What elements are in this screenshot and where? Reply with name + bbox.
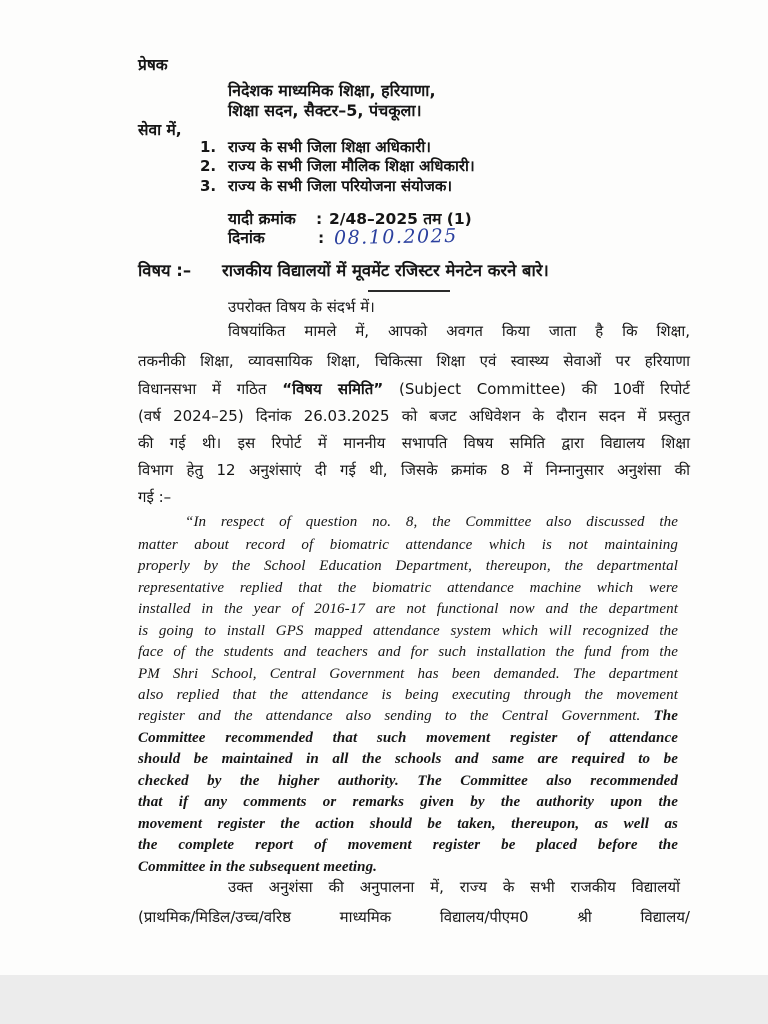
body-text: (Subject Committee) की 10वीं रिपोर्ट	[399, 380, 690, 398]
quote-emphasis-line: Committee in the subsequent meeting.	[138, 859, 378, 875]
handwritten-date	[334, 225, 458, 250]
quote-line: is going to install GPS mapped attendance system which will recognized the	[138, 623, 678, 639]
quote-line	[138, 706, 678, 726]
quote-emphasis-line: movement register the action should be taken, thereupon, as well as	[138, 816, 678, 832]
quote-line: “In respect of question no. 8, the Committee also discussed the	[185, 514, 678, 530]
date-value: 08.10.2025	[333, 224, 458, 250]
quote-line: representative replied that the biomatric attendance machine which were	[138, 580, 678, 596]
ref-separator: :	[316, 210, 323, 228]
quote-emphasis: The	[653, 708, 679, 724]
quote-line: also replied that the attendance is being executing through the movement	[138, 687, 678, 703]
sender-line: निदेशक माध्यमिक शिक्षा, हरियाणा,	[228, 81, 436, 100]
ref-label: यादी क्रमांक	[228, 210, 296, 228]
subject-label: विषय :–	[138, 261, 192, 280]
quote-emphasis-line: checked by the higher authority. The Committee also recommended	[138, 773, 678, 789]
sender-line: शिक्षा सदन, सैक्टर–5, पंचकूला।	[228, 101, 422, 120]
body-text: विधानसभा में गठित	[138, 380, 267, 398]
body-line: उक्त अनुशंसा की अनुपालना में, राज्य के सभी राजकीय विद्यालयों	[228, 878, 680, 896]
recipient-number: 1.	[200, 138, 217, 156]
body-line: (वर्ष 2024–25) दिनांक 26.03.2025 को बजट अधिवेशन के दौरान सदन में प्रस्तुत	[138, 407, 690, 425]
body-line: की गई थी। इस रिपोर्ट में माननीय सभापति विषय समिति द्वारा विद्यालय शिक्षा	[138, 434, 690, 452]
ref-number: 2/48–2025 तम (1)	[329, 210, 472, 228]
sender-label: प्रेषक	[138, 56, 168, 74]
quote-emphasis-line: should be maintained in all the schools and same are required to be	[138, 751, 678, 767]
body-line	[138, 378, 690, 400]
recipient-item	[0, 155, 768, 177]
quote-line: PM Shri School, Central Government has been demanded. The department	[138, 666, 678, 682]
recipient-text: राज्य के सभी जिला मौलिक शिक्षा अधिकारी।	[228, 157, 475, 175]
quote-line: installed in the year of 2016-17 are not functional now and the department	[138, 601, 678, 617]
reference-line: उपरोक्त विषय के संदर्भ में।	[228, 298, 375, 316]
date-separator: :	[318, 229, 325, 247]
body-line: विभाग हेतु 12 अनुशंसाएं दी गई थी, जिसके क्रमांक 8 में निम्नानुसार अनुशंसा की	[138, 461, 690, 479]
quote-text: register and the attendance also sending to the Central Government.	[138, 708, 641, 724]
committee-name: “विषय समिति”	[282, 380, 384, 398]
quote-line: matter about record of biomatric attendance which is not maintaining	[138, 537, 678, 553]
subject-underline	[368, 290, 450, 292]
body-line: (प्राथमिक/मिडिल/उच्च/वरिष्ठ माध्यमिक विद्यालय/पीएम0 श्री विद्यालय/	[138, 908, 690, 926]
recipient-text: राज्य के सभी जिला परियोजना संयोजक।	[228, 177, 453, 195]
recipient-text: राज्य के सभी जिला शिक्षा अधिकारी।	[228, 138, 431, 156]
quote-line: properly by the School Education Department, thereupon, the departmental	[138, 558, 678, 574]
quote-line: face of the students and teachers and for such installation the fund from the	[138, 644, 678, 660]
recipient-number: 3.	[200, 177, 217, 195]
body-line: विषयांकित मामले में, आपको अवगत किया जाता है कि शिक्षा,	[228, 322, 690, 340]
quote-emphasis-line: that if any comments or remarks given by the authority upon the	[138, 794, 678, 810]
recipient-item	[0, 175, 768, 197]
date-label: दिनांक	[228, 229, 265, 247]
to-label: सेवा में,	[138, 121, 182, 139]
body-line: गई :–	[138, 488, 172, 506]
quote-emphasis-line: the complete report of movement register be placed before the	[138, 837, 678, 853]
body-line: तकनीकी शिक्षा, व्यावसायिक शिक्षा, चिकित्सा शिक्षा एवं स्वास्थ्य सेवाओं पर हरियाणा	[138, 352, 690, 370]
recipient-number: 2.	[200, 157, 217, 175]
quote-emphasis-line: Committee recommended that such movement register of attendance	[138, 730, 678, 746]
subject-text: राजकीय विद्यालयों में मूवमेंट रजिस्टर मेनटेन करने बारे।	[222, 261, 549, 280]
